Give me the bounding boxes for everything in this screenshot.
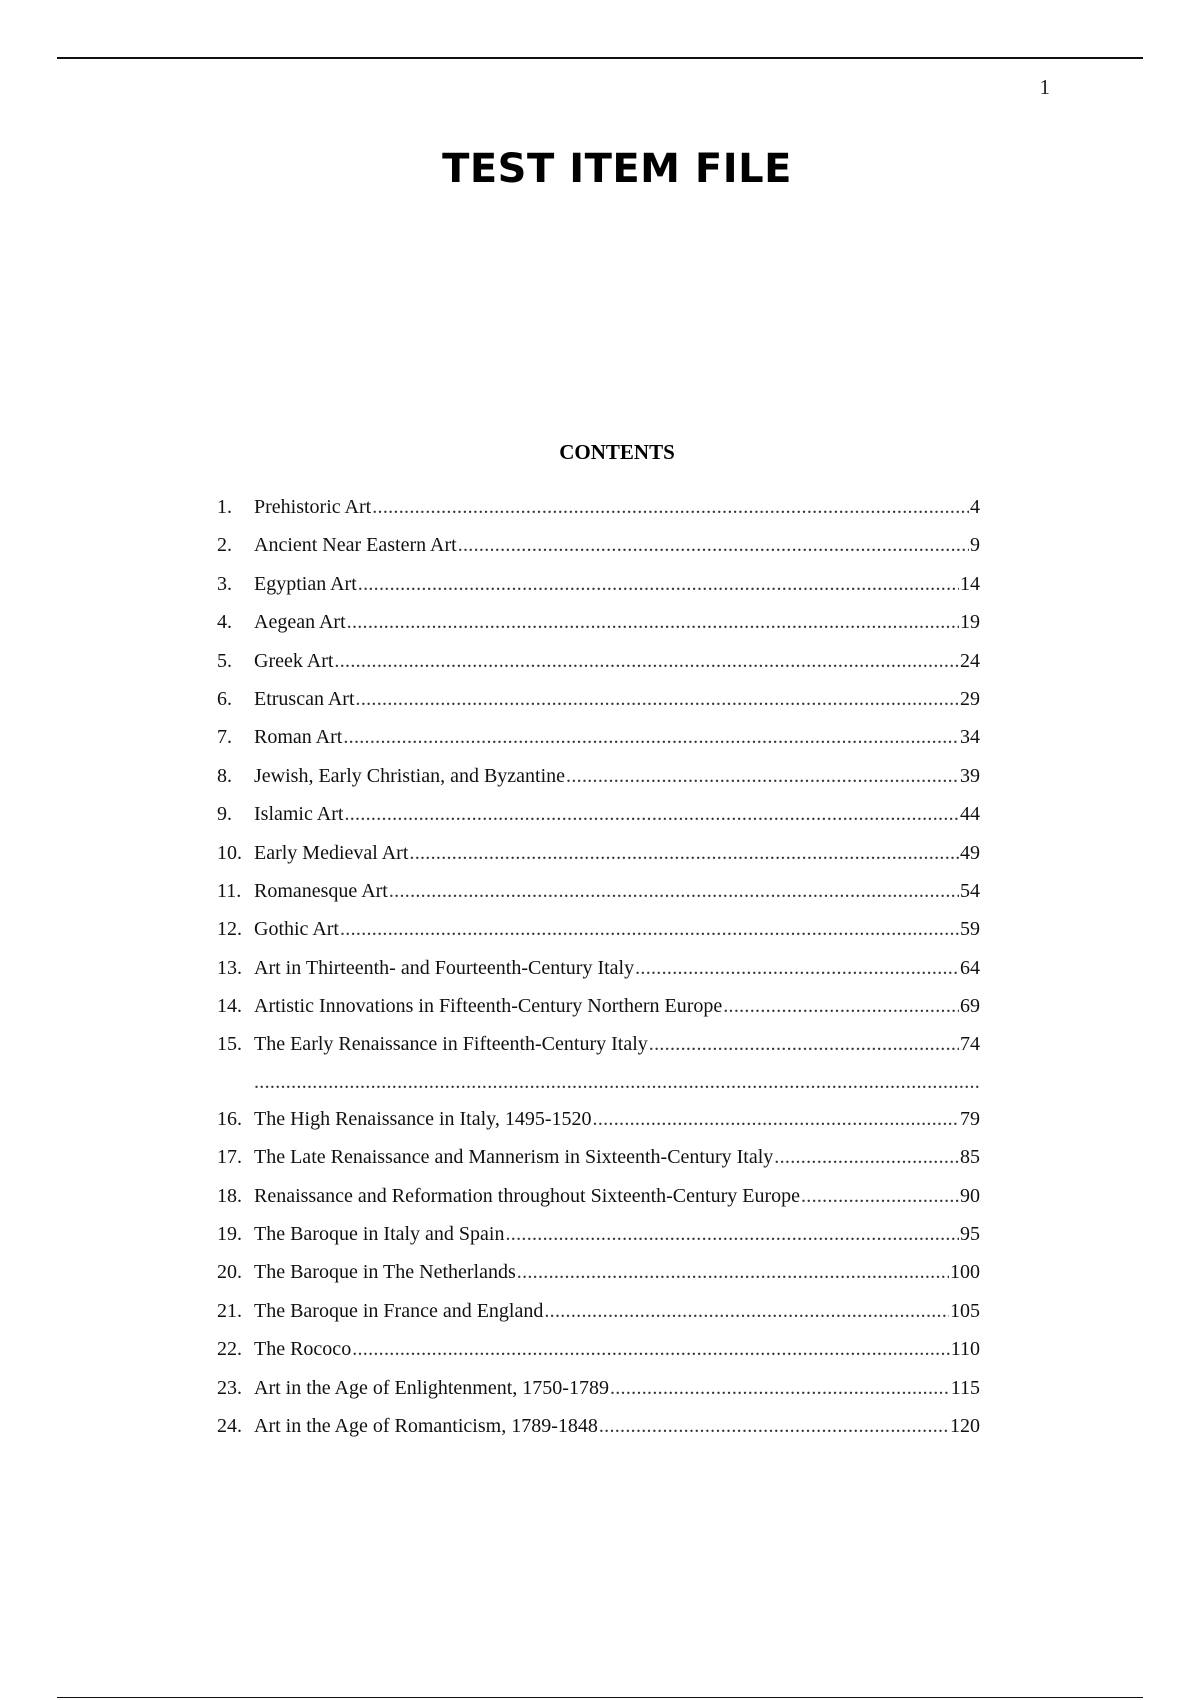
- toc-entry[interactable]: [217, 949, 980, 987]
- toc-entry-title: Prehistoric Art: [254, 496, 372, 518]
- toc-entry-page: 49: [960, 841, 980, 864]
- document-title: TEST ITEM FILE: [442, 146, 792, 192]
- toc-entry-number: 8.: [217, 764, 232, 787]
- toc-leader-dots: [566, 757, 959, 795]
- toc-entry-title: Artistic Innovations in Fifteenth-Century Northern Europe: [254, 995, 723, 1018]
- toc-entry-number: 5.: [217, 649, 232, 672]
- toc-entry-page: 4: [970, 496, 980, 518]
- toc-entry[interactable]: [217, 834, 980, 872]
- toc-entry-title: Etruscan Art: [254, 687, 355, 710]
- toc-entry-page: 64: [960, 956, 980, 979]
- toc-entry-page: 95: [960, 1223, 980, 1246]
- toc-entry[interactable]: [217, 872, 980, 910]
- toc-entry-title: Aegean Art: [254, 611, 346, 634]
- toc-leader-dots: [774, 1138, 959, 1176]
- toc-entry-page: 9: [970, 534, 980, 557]
- toc-leader-dots: [254, 1064, 980, 1100]
- toc-entry-page: 74: [960, 1033, 980, 1056]
- toc-entry-page: 105: [950, 1299, 980, 1322]
- toc-leader-dots: [343, 718, 959, 756]
- toc-leader-dots: [409, 834, 959, 872]
- toc-leader-dots: [801, 1177, 959, 1215]
- toc-entry-title: Islamic Art: [254, 803, 344, 826]
- toc-entry[interactable]: [217, 488, 980, 526]
- contents-heading: CONTENTS: [559, 440, 675, 464]
- toc-entry-page: 90: [960, 1184, 980, 1207]
- toc-entry-page: 69: [960, 995, 980, 1018]
- toc-entry-title: Early Medieval Art: [254, 841, 409, 864]
- toc-entry-title: Ancient Near Eastern Art: [254, 534, 457, 557]
- toc-entry-page: 100: [950, 1261, 980, 1284]
- toc-entry-title: Greek Art: [254, 649, 334, 672]
- toc-entry-number: 24.: [217, 1414, 242, 1437]
- toc-entry-number: 21.: [217, 1299, 242, 1322]
- toc-leader-dots: [344, 795, 959, 833]
- toc-entry-page: 29: [960, 687, 980, 710]
- toc-entry-title: Art in Thirteenth- and Fourteenth-Century Italy: [254, 956, 635, 979]
- toc-leader-dots: [372, 488, 969, 526]
- toc-entry-title: Egyptian Art: [254, 572, 357, 595]
- toc-leader-dots: [334, 642, 959, 680]
- toc-leader-dots: [347, 603, 959, 641]
- toc-entry-title: Renaissance and Reformation throughout Sixteenth-Century Europe: [254, 1184, 800, 1207]
- toc-entry-title: The Baroque in Italy and Spain: [254, 1223, 505, 1246]
- toc-entry-title: The Rococo: [254, 1338, 352, 1361]
- toc-entry-page: 120: [950, 1414, 980, 1437]
- toc-entry-title: Art in the Age of Romanticism, 1789-1848: [254, 1414, 598, 1437]
- toc-entry-page: 59: [960, 918, 980, 941]
- toc-leader-dots: [389, 872, 959, 910]
- toc-entry-number: 11.: [217, 879, 242, 902]
- toc-entry-number: 6.: [217, 687, 232, 710]
- toc-entry-number: 9.: [217, 803, 232, 826]
- toc-entry-number: 2.: [217, 534, 232, 557]
- toc-entry-page: 110: [950, 1338, 980, 1361]
- toc-entry-page: 19: [960, 611, 980, 634]
- toc-leader-dots: [610, 1369, 950, 1407]
- toc-entry-number: 7.: [217, 726, 232, 749]
- toc-entry-page: 39: [960, 764, 980, 787]
- toc-entry[interactable]: [217, 642, 980, 680]
- toc-leader-dots: [517, 1253, 949, 1291]
- toc-leader-dots: [458, 526, 969, 564]
- toc-entry-page: 79: [960, 1107, 980, 1130]
- toc-entry-number: 13.: [217, 956, 242, 979]
- toc-entry[interactable]: [217, 795, 980, 833]
- toc-entry-page: 14: [960, 572, 980, 595]
- toc-entry-page: 34: [960, 726, 980, 749]
- toc-entry-title: The Late Renaissance and Mannerism in Sixteenth-Century Italy: [254, 1146, 774, 1169]
- toc-entry[interactable]: [217, 1215, 980, 1253]
- toc-leader-dots: [356, 680, 959, 718]
- toc-entry-title: Art in the Age of Enlightenment, 1750-1789: [254, 1376, 609, 1399]
- toc-entry-title: The Early Renaissance in Fifteenth-Century Italy: [254, 1033, 648, 1056]
- table-of-contents: [217, 488, 980, 1445]
- toc-leader-dots: [544, 1292, 949, 1330]
- toc-entry[interactable]: [217, 987, 980, 1025]
- toc-entry[interactable]: [217, 526, 980, 564]
- toc-entry-page: 44: [960, 803, 980, 826]
- toc-entry-number: 4.: [217, 611, 232, 634]
- toc-entry-page: 24: [960, 649, 980, 672]
- toc-entry[interactable]: [217, 603, 980, 641]
- page-number: 1: [1039, 75, 1050, 99]
- toc-leader-dots: [593, 1100, 959, 1138]
- toc-entry-title: The Baroque in The Netherlands: [254, 1261, 516, 1284]
- toc-leader-dots: [635, 949, 959, 987]
- toc-entry-number: 1.: [217, 496, 232, 518]
- toc-entry-number: 18.: [217, 1184, 242, 1207]
- toc-entry[interactable]: [217, 1138, 980, 1176]
- toc-entry-title: Gothic Art: [254, 918, 339, 941]
- toc-entry[interactable]: [217, 1292, 980, 1330]
- toc-entry[interactable]: [217, 757, 980, 795]
- toc-entry[interactable]: [217, 1369, 980, 1407]
- toc-entry[interactable]: [217, 1100, 980, 1138]
- toc-entry-title: The Baroque in France and England: [254, 1299, 544, 1322]
- toc-entry[interactable]: [217, 680, 980, 718]
- toc-leader-dots: [723, 987, 959, 1025]
- toc-entry-number: 22.: [217, 1338, 242, 1361]
- toc-entry-number: 15.: [217, 1033, 242, 1056]
- top-rule: [57, 57, 1143, 59]
- toc-entry-title: Roman Art: [254, 726, 343, 749]
- toc-entry-page: 85: [960, 1146, 980, 1169]
- toc-entry[interactable]: [217, 565, 980, 603]
- toc-entry[interactable]: [217, 1407, 980, 1445]
- toc-leader-dots: [358, 565, 959, 603]
- toc-entry[interactable]: [217, 718, 980, 756]
- toc-leader-dots: [649, 1025, 959, 1063]
- toc-entry-number: 16.: [217, 1107, 242, 1130]
- toc-entry[interactable]: [217, 1330, 980, 1368]
- toc-entry-number: 20.: [217, 1261, 242, 1284]
- bottom-rule: [57, 1697, 1143, 1698]
- toc-entry-number: 3.: [217, 572, 232, 595]
- toc-entry-title: Jewish, Early Christian, and Byzantine: [254, 764, 566, 787]
- toc-entry-number: 14.: [217, 995, 242, 1018]
- toc-entry-number: 23.: [217, 1376, 242, 1399]
- toc-leader-dots: [506, 1215, 960, 1253]
- toc-entry-title: The High Renaissance in Italy, 1495-1520: [254, 1107, 592, 1130]
- toc-leader-line: [217, 1064, 980, 1100]
- toc-entry[interactable]: [217, 910, 980, 948]
- toc-leader-dots: [599, 1407, 949, 1445]
- toc-entry-page: 54: [960, 879, 980, 902]
- toc-leader-dots: [352, 1330, 950, 1368]
- toc-entry-number: 19.: [217, 1223, 242, 1246]
- toc-entry-title: Romanesque Art: [254, 879, 388, 902]
- toc-entry-page: 115: [950, 1376, 980, 1399]
- toc-entry[interactable]: [217, 1025, 980, 1063]
- toc-entry-number: 12.: [217, 918, 242, 941]
- toc-entry-number: 10.: [217, 841, 242, 864]
- toc-leader-dots: [340, 910, 959, 948]
- toc-entry-number: 17.: [217, 1146, 242, 1169]
- toc-entry[interactable]: [217, 1177, 980, 1215]
- toc-entry[interactable]: [217, 1253, 980, 1291]
